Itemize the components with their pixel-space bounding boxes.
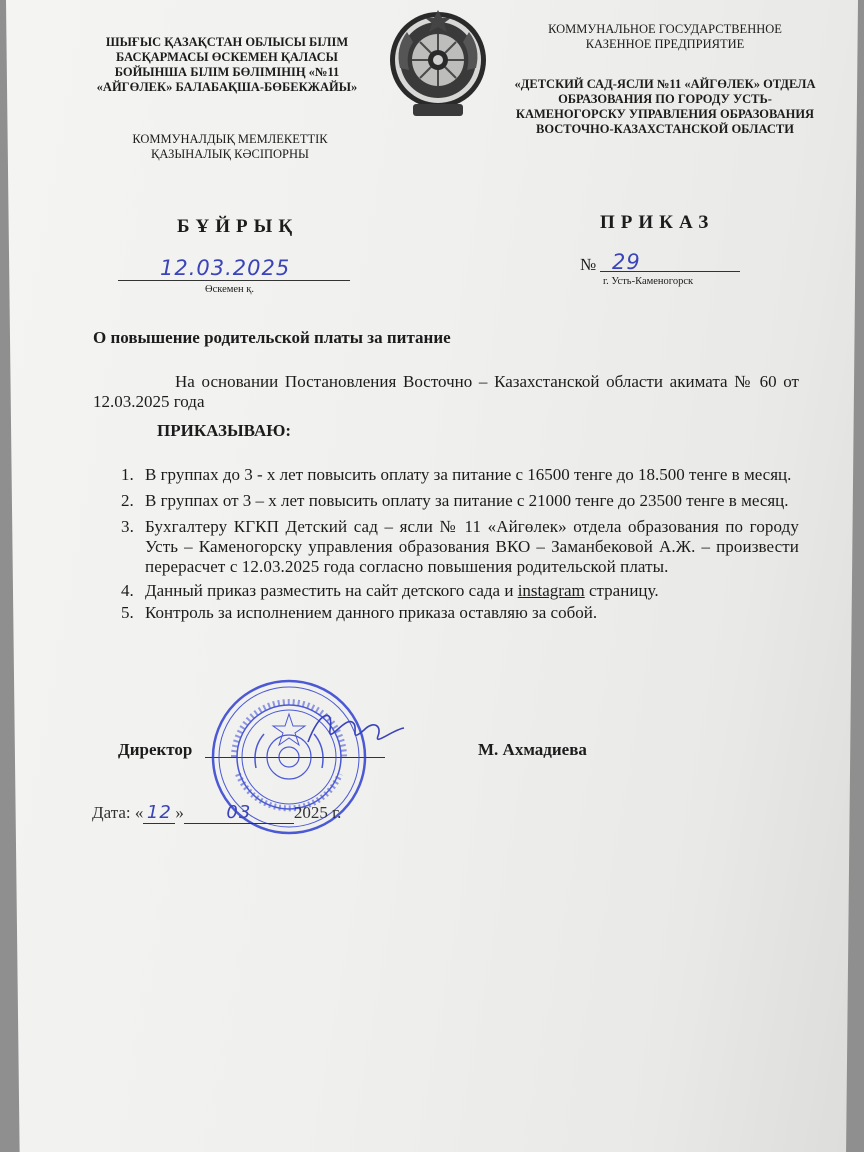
order-items [121, 465, 799, 623]
kazakhstan-emblem-icon [387, 8, 489, 124]
list-item: 4. Данный приказ разместить на сайт детского сада и instagram страницу. [121, 581, 659, 600]
order-date: 12.03.2025 [160, 256, 291, 280]
list-item: 3. Бухгалтеру КГКП Детский сад – ясли № 11 «Айгөлек» отдела образования по городу Усть – Каменогорску управления образования ВКО – Заманбековой А.Ж. – произвести перерасчет с 12.03.2025 года согласно повышения родительской платы. [121, 517, 799, 576]
org-name-ru: «ДЕТСКИЙ САД-ЯСЛИ №11 «АЙГӨЛЕК» ОТДЕЛА ОБРАЗОВАНИЯ ПО ГОРОДУ УСТЬ-КАМЕНОГОРСКУ УПРАВЛЕНИЯ ОБРАЗОВАНИЯ ВОСТОЧНО-КАЗАХСТАНСКОЙ ОБЛАСТИ [514, 77, 816, 136]
org-type-kz: КОММУНАЛДЫҚ МЕМЛЕКЕТТІК ҚАЗЫНАЛЫҚ КӘСІПОРНЫ [132, 132, 328, 161]
order-number: 29 [612, 250, 641, 274]
signature-name: М. Ахмадиева [478, 740, 587, 759]
list-item: 2. В группах от 3 – х лет повысить оплату за питание с 21000 тенге до 23500 тенге в месяц. [121, 491, 789, 510]
org-name-kz: ШЫҒЫС ҚАЗАҚСТАН ОБЛЫСЫ БІЛІМ БАСҚАРМАСЫ ӨСКЕМЕН ҚАЛАСЫ БОЙЫНША БІЛІМ БӨЛІМІНІҢ «№11 «АЙГӨЛЕК» БАЛАБАҚША-БӨБЕКЖАЙЫ» [96, 35, 358, 94]
signature-role: Директор [118, 740, 193, 759]
org-type-ru: КОММУНАЛЬНОЕ ГОСУДАРСТВЕННОЕ КАЗЕННОЕ ПРЕДПРИЯТИЕ [548, 22, 782, 51]
city-ru: г. Усть-Каменогорск [603, 276, 694, 287]
date-underline [118, 280, 350, 281]
order-subject: О повышение родительской платы за питание [93, 328, 451, 347]
list-item: 5. Контроль за исполнением данного приказа оставляю за собой. [121, 603, 598, 622]
number-underline [600, 271, 740, 272]
order-title-ru: ПРИКАЗ [600, 212, 715, 233]
footer-date: Дата: « 12 » 03 2025 г. [92, 802, 342, 823]
list-item: 1. В группах до 3 - х лет повысить оплату за питание с 16500 тенге до 18.500 тенге в месяц. [121, 465, 792, 484]
instagram-link[interactable]: instagram [517, 581, 585, 600]
city-kz: Өскемен қ. [205, 284, 255, 295]
order-title-kz: БҰЙРЫҚ [177, 216, 299, 237]
order-basis: На основании Постановления Восточно – Казахстанской области акимата № 60 от 12.03.2025 года [93, 372, 799, 411]
order-command: ПРИКАЗЫВАЮ: [157, 421, 292, 440]
order-number-prefix: № [580, 255, 597, 274]
